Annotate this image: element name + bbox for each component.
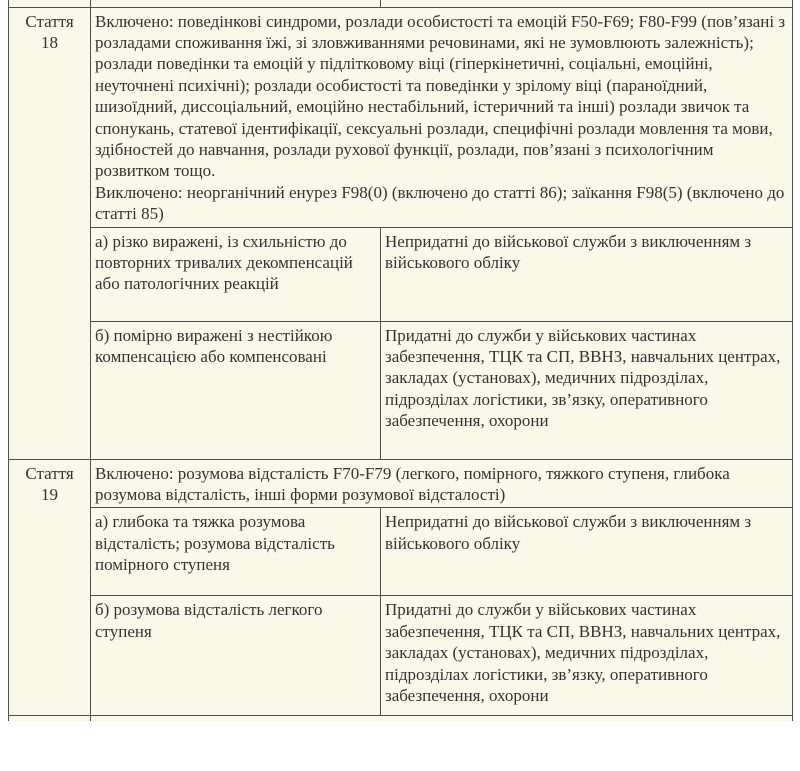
included-text: Включено: поведінкові синдроми, розлади особистості та емоцій F50-F69; F80-F99 (пов’язані з розладами споживання їжі, зі зловживаннями речовинами, які не зумовлюють залежність); розлади поведінки та емоцій у підлітковому віці (гіперкінетичні, соціальні, емоційні, неуточнені психічні); розлади особистості та поведінки у зрілому віці (параноїдний, шизоїдний, диссоціальний, емоційно нестабільний, істеричний та інші) розлади звичок та спонукань, статевої ідентифікації, сексуальні розлади, специфічні розлади мовлення та мови, здібностей до навчання, розлади рухової функції, розлади, пов’язані з психологічним розвитком тощо.: [95, 11, 786, 181]
clipped-cell: [9, 716, 91, 721]
article-18-row-b-condition-cell: б) помірно виражені з нестійкою компенсацією або компенсовані: [91, 321, 381, 459]
clipped-previous-row: [9, 0, 793, 7]
article-18-row-b: [9, 321, 793, 459]
clipped-cell: [91, 0, 381, 7]
article-18-description-cell: [91, 7, 793, 227]
article-18-row-a: [9, 227, 793, 321]
excluded-text: Виключено: неорганічний енурез F98(0) (включено до статті 86); заїкання F98(5) (включено до статті 85): [95, 182, 785, 224]
clipped-cell: [381, 0, 793, 7]
article-18-description-row: [9, 7, 793, 227]
article-number: 18: [41, 32, 58, 52]
included-text: Включено: розумова відсталість F70-F79 (легкого, помірного, тяжкого ступеня, глибока розумова відсталість, інші форми розумової відсталості): [95, 463, 730, 504]
article-19-row-a-verdict-cell: Непридатні до військової служби з виключенням з військового обліку: [381, 508, 793, 596]
article-18-row-b-verdict-cell: Придатні до служби у військових частинах забезпечення, ТЦК та СП, ВВНЗ, навчальних центрах, закладах (установах), медичних підрозділах, підрозділах логістики, зв’язку, оперативного забезпечення, охорони: [381, 321, 793, 459]
article-19-row-b-condition-cell: б) розумова відсталість легкого ступеня: [91, 596, 381, 716]
article-number: 19: [41, 484, 58, 504]
article-18-number-cell: [9, 7, 91, 459]
article-19-row-a-condition-cell: а) глибока та тяжка розумова відсталість; розумова відсталість помірного ступеня: [91, 508, 381, 596]
article-18-row-a-verdict-cell: Непридатні до військової служби з виключенням з військового обліку: [381, 227, 793, 321]
article-19-number-cell: [9, 459, 91, 716]
article-18-row-a-condition-cell: а) різко виражені, із схильністю до повторних тривалих декомпенсацій або патологічних реакцій: [91, 227, 381, 321]
article-19-description-row: [9, 459, 793, 508]
article-19-row-b: [9, 596, 793, 716]
article-label: Стаття: [25, 11, 74, 31]
clipped-highlight-bar: [91, 716, 793, 721]
clipped-cell: [9, 0, 91, 7]
article-19-description-cell: [91, 459, 793, 508]
article-label: Стаття: [25, 463, 74, 483]
article-19-row-a: [9, 508, 793, 596]
military-fitness-table: [8, 0, 793, 721]
clipped-next-row: [9, 716, 793, 721]
article-19-row-b-verdict-cell: Придатні до служби у військових частинах забезпечення, ТЦК та СП, ВВНЗ, навчальних центрах, закладах (установах), медичних підрозділах, підрозділах логістики, зв’язку, оперативного забезпечення, охорони: [381, 596, 793, 716]
